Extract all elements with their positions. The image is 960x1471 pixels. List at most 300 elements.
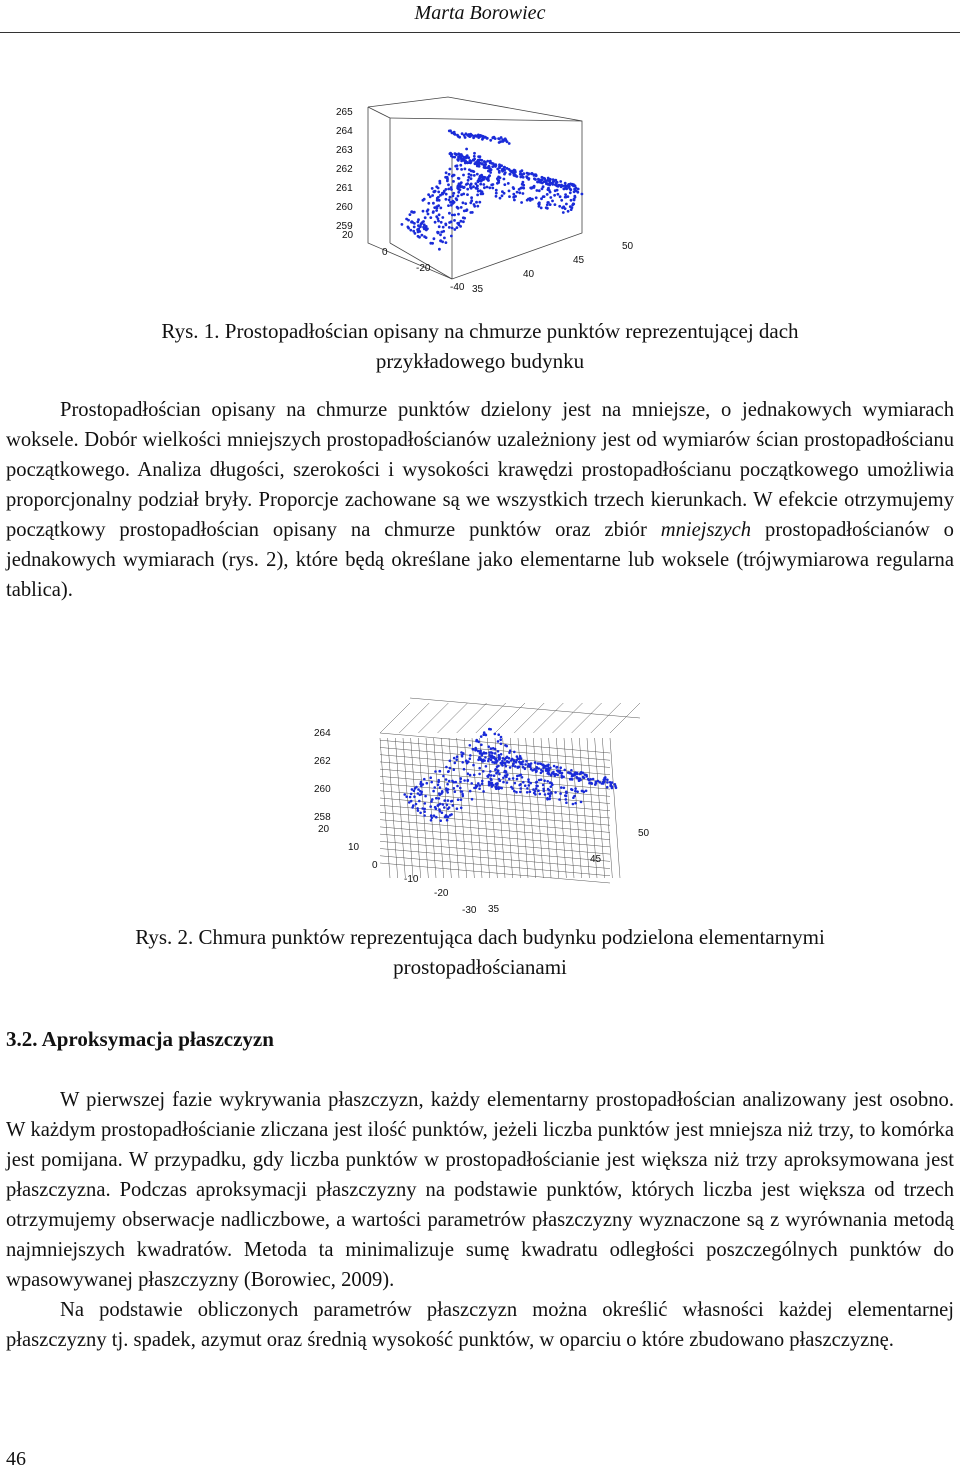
figure-1-point [546, 193, 549, 196]
figure-1-z-tick-label: 262 [336, 164, 353, 175]
figure-2-point [446, 816, 449, 819]
figure-2-point [549, 767, 552, 770]
figure-1-point [452, 192, 455, 195]
figure-2-point [460, 807, 463, 810]
figure-2-point [606, 779, 609, 782]
figure-2-point [441, 811, 444, 814]
figure-1-point [508, 190, 511, 193]
figure-2-point [408, 801, 411, 804]
figure-2-point [533, 792, 536, 795]
figure-2-point [490, 747, 493, 750]
figure-1-point [455, 197, 458, 200]
figure-2-point [409, 796, 412, 799]
paragraph-voxel-division [6, 395, 954, 605]
figure-1-point [452, 180, 455, 183]
figure-1-point [442, 230, 445, 233]
figure-2-point [424, 795, 427, 798]
figure-1-point [437, 191, 440, 194]
figure-1-point [542, 177, 545, 180]
figure-2-point [565, 795, 568, 798]
figure-1-point [512, 186, 515, 189]
figure-1-point [445, 198, 448, 201]
figure-1-point [437, 220, 440, 223]
figure-2-point [516, 775, 519, 778]
figure-2-point [448, 780, 451, 783]
figure-1-point [447, 183, 450, 186]
figure-1-point [459, 183, 462, 186]
figure-2-point [582, 776, 585, 779]
figure-2-caption [60, 922, 900, 982]
figure-2-z-tick-label: 262 [314, 756, 331, 767]
figure-1-point [545, 206, 548, 209]
figure-2-point [496, 766, 499, 769]
figure-2-point [506, 781, 509, 784]
figure-1-point [457, 159, 460, 162]
figure-1-point [549, 182, 552, 185]
figure-1-point [451, 156, 454, 159]
figure-1-point [439, 240, 442, 243]
figure-1-point [451, 214, 454, 217]
figure-1-point [453, 174, 456, 177]
figure-1-point [453, 219, 456, 222]
figure-2-point [572, 796, 575, 799]
figure-1-point [431, 242, 434, 245]
figure-1-point [554, 203, 557, 206]
figure-2-point [434, 806, 437, 809]
figure-2-point [490, 774, 493, 777]
figure-1-y-tick-label: 40 [523, 269, 535, 280]
figure-2-point [491, 761, 494, 764]
figure-2-point [469, 757, 472, 760]
figure-1-point [447, 188, 450, 191]
figure-2-point [579, 778, 582, 781]
figure-1-point [499, 197, 502, 200]
figure-1-point [476, 185, 479, 188]
figure-2-point [423, 808, 426, 811]
figure-2-point [498, 756, 501, 759]
figure-1-point [459, 164, 462, 167]
figure-1-point [569, 191, 572, 194]
figure-2-point [452, 804, 455, 807]
figure-2-point [563, 787, 566, 790]
figure-1-point [409, 229, 412, 232]
figure-2-point [547, 764, 550, 767]
figure-1-z-tick-label: 265 [336, 107, 353, 118]
figure-1-point [451, 227, 454, 230]
figure-1-point [508, 142, 511, 145]
figure-2-point [423, 778, 426, 781]
figure-2-point [434, 770, 437, 773]
figure-2-point [432, 790, 435, 793]
figure-1-point [538, 205, 541, 208]
figure-2-point [553, 773, 556, 776]
figure-2-point [419, 783, 422, 786]
figure-1-point [477, 180, 480, 183]
figure-1-point [541, 187, 544, 190]
figure-1-point [522, 176, 525, 179]
figure-1-point [514, 195, 517, 198]
figure-1-y-tick-label: 45 [573, 255, 585, 266]
paragraph-plane-approximation [6, 1085, 954, 1355]
figure-1-point [464, 156, 467, 159]
figure-2-point [469, 774, 472, 777]
figure-1-point [538, 189, 541, 192]
figure-1-point [454, 133, 457, 136]
figure-1-point [445, 241, 448, 244]
figure-2-z-tick-label: 258 [314, 812, 331, 823]
figure-1-point [581, 193, 584, 196]
figure-1-point [417, 218, 420, 221]
figure-2-point [549, 795, 552, 798]
figure-2-point [456, 785, 459, 788]
figure-2-point [433, 814, 436, 817]
figure-1-point [462, 193, 465, 196]
figure-1-z-tick-label: 261 [336, 183, 353, 194]
figure-2-point [485, 765, 488, 768]
figure-1-point [565, 203, 568, 206]
figure-2-point [497, 733, 500, 736]
figure-1-point [501, 170, 504, 173]
figure-1-point [530, 172, 533, 175]
figure-2-point [572, 803, 575, 806]
figure-1-point [467, 176, 470, 179]
figure-1-point [433, 191, 436, 194]
figure-2-point [570, 769, 573, 772]
figure-1-point [459, 225, 462, 228]
figure-2-caption-line-1: Rys. 2. Chmura punktów reprezentująca dach budynku podzielona elementarnymi [135, 925, 825, 949]
figure-2-point [419, 794, 422, 797]
figure-1-point [457, 191, 460, 194]
figure-2-point [492, 747, 495, 750]
figure-2-point [413, 790, 416, 793]
figure-2-point [519, 791, 522, 794]
figure-2-point [526, 791, 529, 794]
figure-1-point [457, 135, 460, 138]
figure-2-point [565, 791, 568, 794]
figure-1-point [513, 174, 516, 177]
figure-2-point [415, 786, 418, 789]
figure-2-point [524, 784, 527, 787]
figure-2-point [466, 762, 469, 765]
figure-2-point [459, 780, 462, 783]
figure-2-point [439, 786, 442, 789]
figure-1-point [449, 196, 452, 199]
figure-1-point [574, 196, 577, 199]
figure-1-point [573, 190, 576, 193]
figure-2-point [519, 787, 522, 790]
figure-1-point [537, 181, 540, 184]
figure-2-y-tick-label: 35 [488, 904, 500, 915]
figure-1-point [466, 208, 469, 211]
figure-1-point [472, 170, 475, 173]
figure-2-point [461, 761, 464, 764]
figure-2-point [438, 770, 441, 773]
figure-1-point [466, 188, 469, 191]
header-rule [0, 32, 960, 33]
figure-1-point [417, 235, 420, 238]
figure-2-point [559, 771, 562, 774]
figure-2-point [456, 807, 459, 810]
figure-2-point [446, 804, 449, 807]
figure-1-point [560, 199, 563, 202]
figure-2-point [487, 745, 490, 748]
figure-1-point [476, 205, 479, 208]
figure-2-caption-line-2: prostopadłościanami [393, 955, 567, 979]
figure-2-point [431, 817, 434, 820]
figure-1-point [437, 196, 440, 199]
figure-2-point [524, 763, 527, 766]
figure-1-point [513, 199, 516, 202]
figure-1-point [457, 213, 460, 216]
figure-2-point [542, 764, 545, 767]
figure-1-point [555, 183, 558, 186]
figure-1-point [445, 171, 448, 174]
figure-2-point [574, 787, 577, 790]
figure-1-point [462, 174, 465, 177]
figure-1-point [558, 205, 561, 208]
figure-2-point [494, 733, 497, 736]
figure-1-point [450, 235, 453, 238]
figure-1-point [577, 188, 580, 191]
figure-2-point [518, 784, 521, 787]
figure-1-point [491, 187, 494, 190]
page-header [0, 0, 960, 30]
figure-2-point [571, 775, 574, 778]
figure-1-z-tick-label: 263 [336, 145, 353, 156]
figure-2-point [538, 779, 541, 782]
figure-1-point [559, 180, 562, 183]
figure-2-point [500, 736, 503, 739]
figure-2-point [580, 801, 583, 804]
figure-2-point [580, 771, 583, 774]
figure-2-point [529, 790, 532, 793]
figure-2-point [550, 785, 553, 788]
figure-1-point [432, 210, 435, 213]
figure-1-point [571, 204, 574, 207]
figure-1-point [457, 222, 460, 225]
figure-1-point [470, 174, 473, 177]
figure-1-x-tick-label: -20 [416, 263, 431, 274]
figure-2-point [494, 752, 497, 755]
figure-2-point [519, 755, 522, 758]
figure-1-point [480, 159, 483, 162]
figure-2-point [445, 766, 448, 769]
paragraph-plane-text: W pierwszej fazie wykrywania płaszczyzn, każdy elementarny prostopadłościan analizowany jest osobno. W każdym prostopadłościanie zliczana jest ilość punktów, jeżeli liczba punktów jest mniejsza niż trzy, to komórka jest pomijana. W przypadku, gdy liczba punktów w prostopadłościanie jest większa niż trzy aproksymowana jest płaszczyzna. Podczas aproksymacji płaszczyzny na podstawie punktów, których liczba jest większa od trzech otrzymujemy obserwacje nadliczbowe, a wartości parametrów płaszczyzny wyznaczone są z wyrównania metodą najmniejszych kwadratów. Metoda ta minimalizuje sumę kwadratu odległości poszczególnych punktów do wpasowywanej płaszczyzny (Borowiec, 2009). [6, 1089, 954, 1291]
figure-1-point [528, 177, 531, 180]
figure-1-point [439, 207, 442, 210]
figure-2-point [484, 733, 487, 736]
figure-2-point [499, 739, 502, 742]
figure-1-point [410, 210, 413, 213]
figure-2-point [519, 763, 522, 766]
figure-1-point [472, 185, 475, 188]
figure-1-point [483, 186, 486, 189]
figure-2-point [574, 790, 577, 793]
figure-1-point [549, 203, 552, 206]
figure-2-point [454, 762, 457, 765]
figure-1-point [564, 184, 567, 187]
figure-2-x-tick-label: 0 [372, 860, 378, 871]
figure-2-point [542, 784, 545, 787]
figure-1-point [425, 229, 428, 232]
figure-2-point [442, 803, 445, 806]
figure-2-x-tick-label: 20 [318, 824, 330, 835]
figure-2-point [491, 752, 494, 755]
figure-1-point [537, 178, 540, 181]
figure-1-point [435, 209, 438, 212]
figure-1-point [466, 134, 469, 137]
figure-1-point [482, 183, 485, 186]
figure-1-point [563, 187, 566, 190]
figure-2-point [478, 767, 481, 770]
figure-2-point [509, 749, 512, 752]
figure-2-point [420, 791, 423, 794]
figure-2-point [495, 787, 498, 790]
figure-2-point [422, 783, 425, 786]
figure-1-point [445, 188, 448, 191]
figure-1-point [521, 183, 524, 186]
figure-1-point [460, 168, 463, 171]
figure-2-point [570, 778, 573, 781]
figure-2-point [591, 782, 594, 785]
figure-2-point [439, 819, 442, 822]
figure-2-point [543, 779, 546, 782]
figure-1-point [481, 135, 484, 138]
figure-2-point [541, 770, 544, 773]
figure-1-point [450, 186, 453, 189]
figure-2-point [574, 802, 577, 805]
figure-1-z-tick-label: 260 [336, 202, 353, 213]
figure-1-point [473, 152, 476, 155]
figure-2-point [508, 778, 511, 781]
figure-2-point [525, 760, 528, 763]
figure-2-point [410, 793, 413, 796]
figure-1-point [503, 178, 506, 181]
figure-1-point [495, 164, 498, 167]
figure-1-point [497, 176, 500, 179]
figure-1-point [480, 192, 483, 195]
figure-2-point [510, 786, 513, 789]
figure-2-point [447, 770, 450, 773]
figure-2-point [437, 779, 440, 782]
figure-2-point [520, 774, 523, 777]
figure-2-point [478, 787, 481, 790]
figure-2-point [500, 743, 503, 746]
figure-2-point [548, 769, 551, 772]
figure-1-point [436, 199, 439, 202]
figure-1-point [458, 153, 461, 156]
figure-2-point [459, 787, 462, 790]
figure-2-point [539, 793, 542, 796]
figure-1-point [466, 193, 469, 196]
figure-1-point [448, 173, 451, 176]
figure-1-point [421, 234, 424, 237]
figure-2-y-tick-label: 50 [638, 828, 650, 839]
figure-2-point [526, 787, 529, 790]
figure-2-point [588, 782, 591, 785]
figure-2-y-tick-label: 45 [590, 854, 602, 865]
figure-2-point [459, 777, 462, 780]
figure-2-point [463, 768, 466, 771]
figure-2-point [588, 779, 591, 782]
figure-2-point [603, 777, 606, 780]
figure-2-point [614, 783, 617, 786]
figure-2-point [465, 759, 468, 762]
figure-1-point [464, 168, 467, 171]
figure-1-point [537, 202, 540, 205]
figure-2-point [581, 790, 584, 793]
figure-2-point [473, 774, 476, 777]
figure-1-point [457, 156, 460, 159]
figure-2-points [403, 728, 617, 822]
figure-1-point [559, 195, 562, 198]
figure-2-point [574, 773, 577, 776]
figure-1-point [549, 196, 552, 199]
figure-2-point [565, 798, 568, 801]
figure-2-point [449, 814, 452, 817]
figure-2-point [417, 788, 420, 791]
figure-2-z-tick-label: 260 [314, 784, 331, 795]
figure-2-point [419, 812, 422, 815]
figure-2-point [512, 777, 515, 780]
figure-1-point [442, 226, 445, 229]
figure-1-point [478, 165, 481, 168]
figure-1-point [477, 155, 480, 158]
figure-1-x-tick-label: -40 [450, 282, 465, 293]
figure-1-point [449, 201, 452, 204]
figure-1-point [476, 173, 479, 176]
figure-1-point [473, 205, 476, 208]
figure-2-point [473, 787, 476, 790]
figure-1-point [427, 213, 430, 216]
figure-1-point [445, 193, 448, 196]
figure-1-point [504, 137, 507, 140]
figure-2-point [483, 751, 486, 754]
figure-1-point [520, 201, 523, 204]
figure-2-point [524, 768, 527, 771]
figure-2-point [430, 800, 433, 803]
figure-2-point [499, 779, 502, 782]
running-header-author: Marta Borowiec [414, 2, 546, 24]
figure-1-point [470, 170, 473, 173]
figure-1-point [432, 202, 435, 205]
figure-1-point [562, 205, 565, 208]
figure-2-point [545, 769, 548, 772]
figure-1-point [507, 182, 510, 185]
paragraph-voxel-text: Prostopadłościan opisany na chmurze punktów dzielony jest na mniejsze, o jednakowych wymiarach woksele. Dobór wielkości mniejszych prostopadłościanów uzależniony jest od wymiarów ścian prostopadłościanu początkowego. Analiza długości, szerokości i wysokości krawędzi prostopadłościanu początkowego umożliwia proporcjonalny podział bryły. Proporcje zachowane są we wszystkich trzech kierunkach. W efekcie otrzymujemy początkowy prostopadłościan opisany na chmurze punktów oraz zbiór [6, 399, 954, 541]
figure-2-point [514, 782, 517, 785]
figure-1-point [531, 186, 534, 189]
figure-1-point [508, 195, 511, 198]
figure-1-point [440, 221, 443, 224]
figure-2-point [512, 764, 515, 767]
figure-2-point [443, 806, 446, 809]
figure-1-point [438, 213, 441, 216]
figure-2-point [490, 759, 493, 762]
figure-1-point [474, 162, 477, 165]
figure-2-point [487, 758, 490, 761]
figure-1-point [498, 170, 501, 173]
figure-2-point [548, 798, 551, 801]
figure-2-point [463, 779, 466, 782]
figure-2-point [536, 785, 539, 788]
figure-1-point [495, 195, 498, 198]
figure-1-point [512, 193, 515, 196]
figure-1-point [519, 176, 522, 179]
figure-2-point [537, 789, 540, 792]
figure-1-point [477, 134, 480, 137]
figure-1-point [519, 173, 522, 176]
